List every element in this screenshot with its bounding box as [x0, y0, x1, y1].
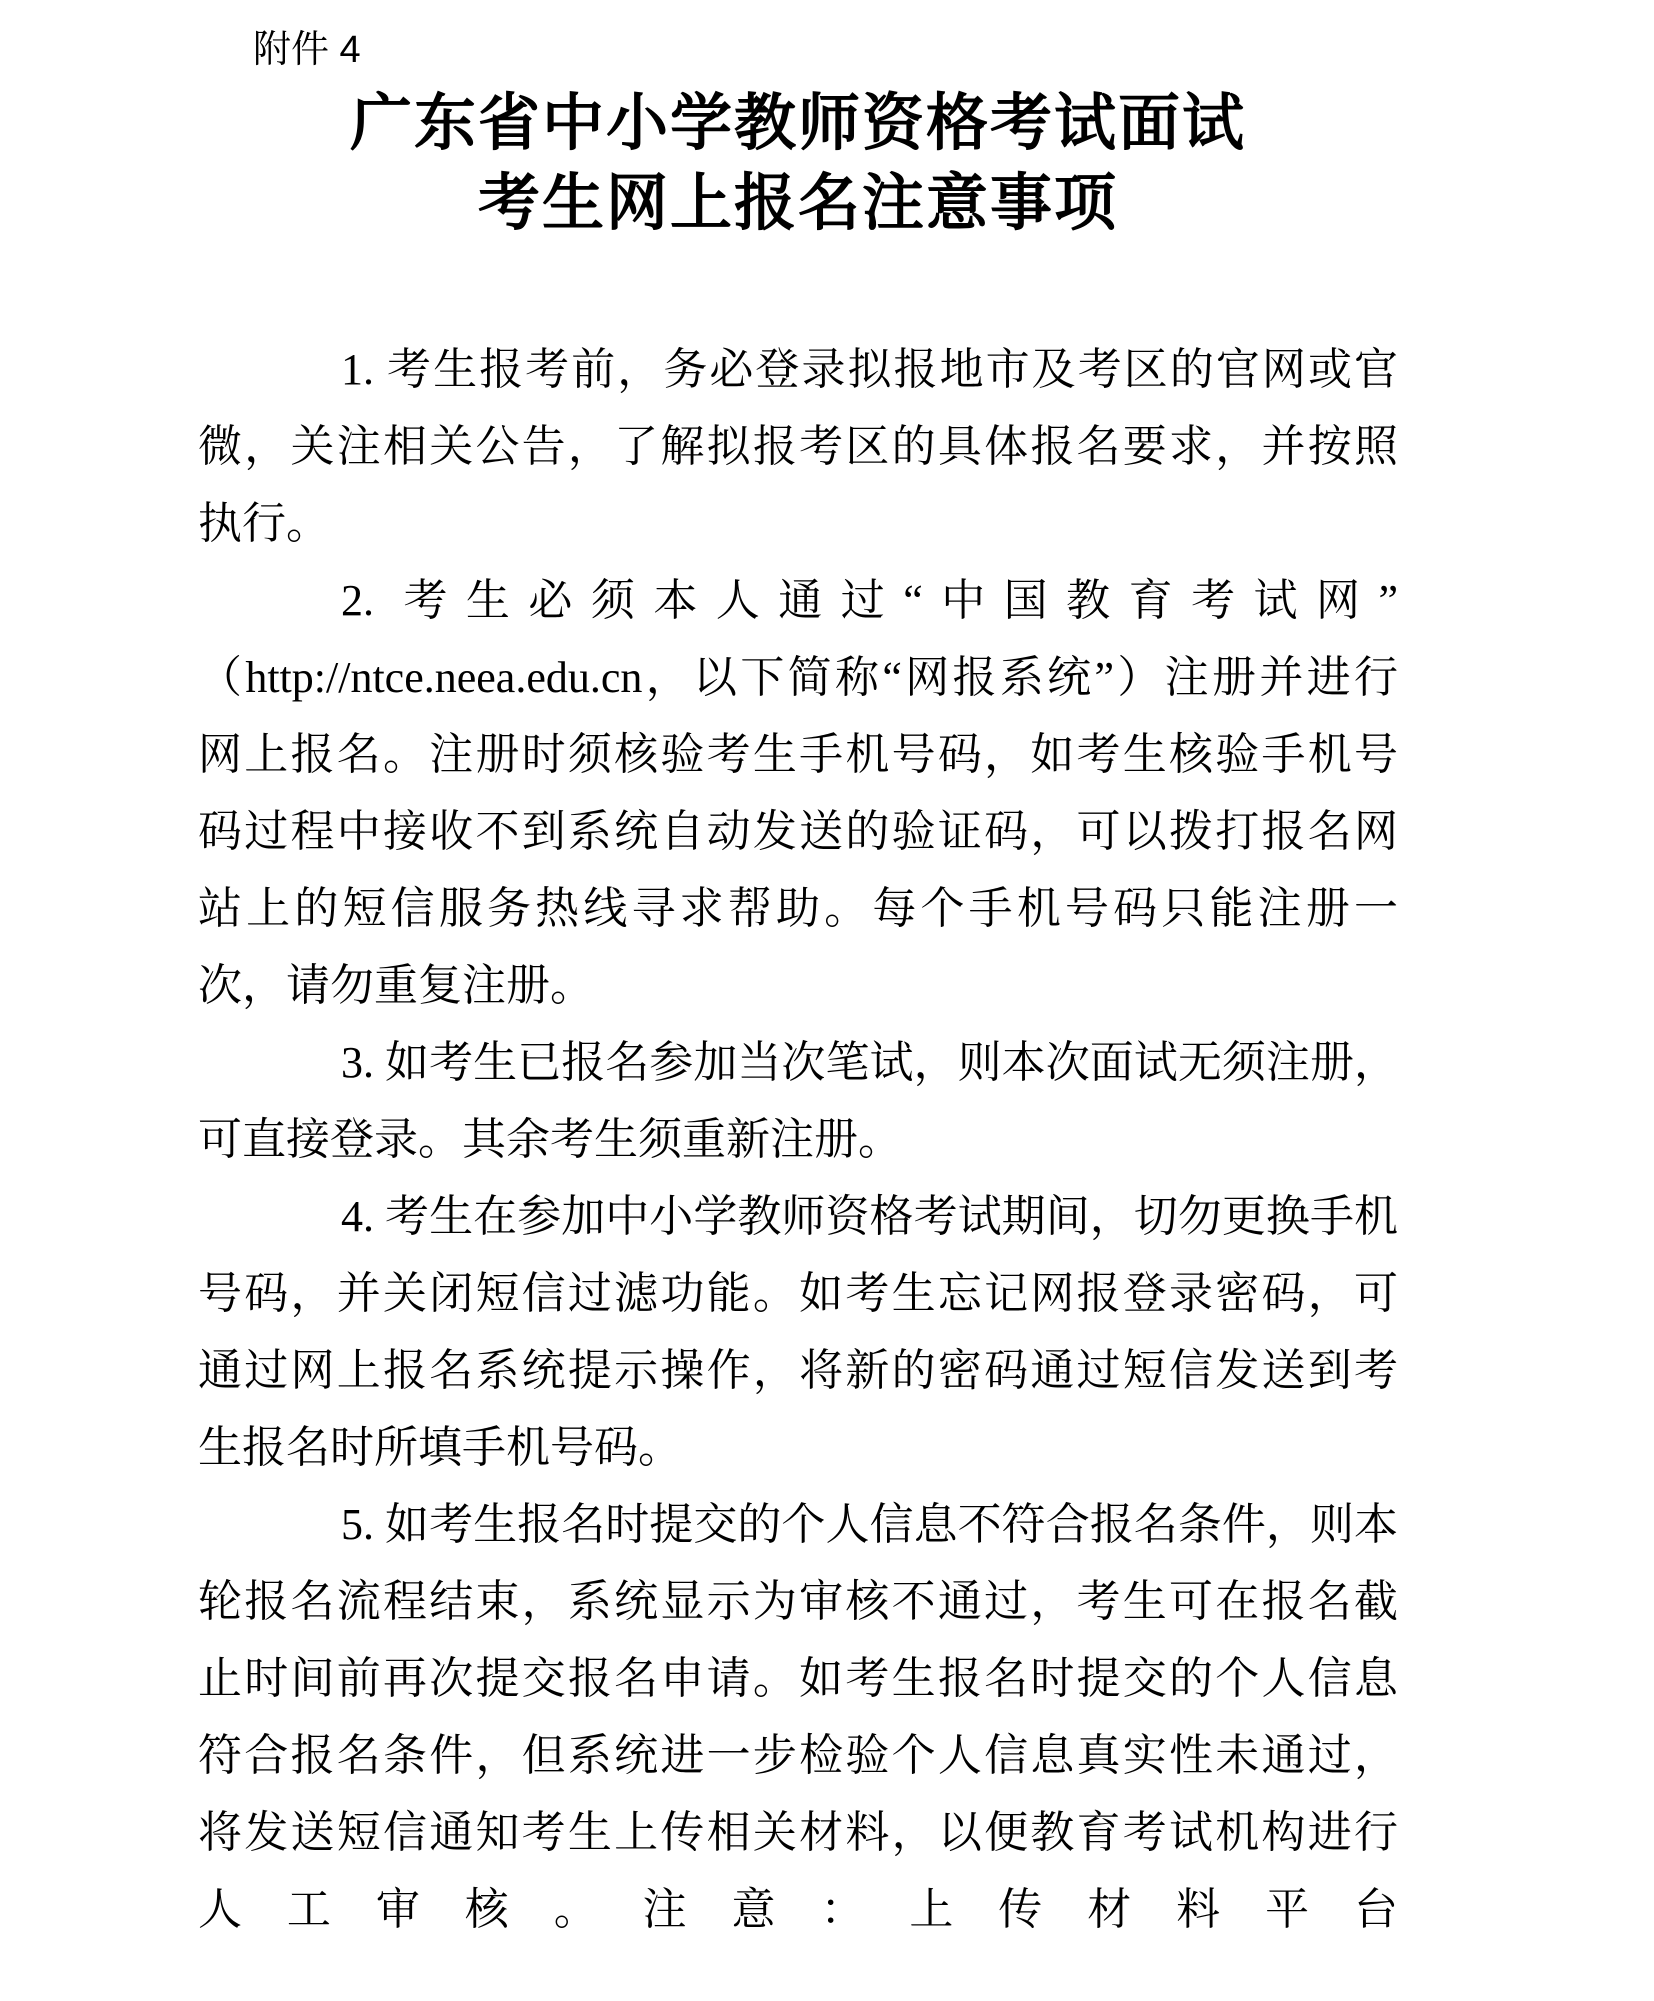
text-line: 码过程中接收不到系统自动发送的验证码，可以拨打报名网	[198, 807, 1398, 856]
text-line: 2. 考生必须本人通过“中国教育考试网”	[341, 576, 1398, 625]
attachment-label: 附件 4	[253, 29, 361, 71]
document-title-line-1: 广东省中小学教师资格考试面试	[349, 90, 1246, 158]
text-line: 人工审核。注意：上传材料平台	[198, 1885, 1398, 1934]
text-line: 执行。	[198, 499, 330, 548]
text-line: 将发送短信通知考生上传相关材料，以便教育考试机构进行	[198, 1808, 1398, 1857]
text-line: （http://ntce.neea.edu.cn，以下简称“网报系统”）注册并进行	[198, 653, 1398, 702]
text-line: 轮报名流程结束，系统显示为审核不通过，考生可在报名截	[198, 1577, 1398, 1626]
text-line: 3. 如考生已报名参加当次笔试，则本次面试无须注册，	[341, 1038, 1398, 1087]
text-line: 可直接登录。其余考生须重新注册。	[198, 1115, 902, 1164]
text-line: 网上报名。注册时须核验考生手机号码，如考生核验手机号	[198, 730, 1398, 779]
text-line: 微，关注相关公告，了解拟报考区的具体报名要求，并按照	[198, 422, 1398, 471]
text-line: 止时间前再次提交报名申请。如考生报名时提交的个人信息	[198, 1654, 1398, 1703]
text-line: 4. 考生在参加中小学教师资格考试期间，切勿更换手机	[341, 1192, 1398, 1241]
text-line: 次，请勿重复注册。	[198, 961, 594, 1010]
text-line: 5. 如考生报名时提交的个人信息不符合报名条件，则本	[341, 1500, 1398, 1549]
document-title	[198, 84, 1398, 244]
text-line: 符合报名条件，但系统进一步检验个人信息真实性未通过，	[198, 1731, 1398, 1780]
text-line: 号码，并关闭短信过滤功能。如考生忘记网报登录密码，可	[198, 1269, 1398, 1318]
text-line: 站上的短信服务热线寻求帮助。每个手机号码只能注册一	[198, 884, 1398, 933]
text-line: 1. 考生报考前，务必登录拟报地市及考区的官网或官	[341, 345, 1398, 394]
document-title-line-2: 考生网上报名注意事项	[477, 170, 1118, 238]
text-line: 生报名时所填手机号码。	[198, 1423, 682, 1472]
document-body	[198, 331, 1398, 1948]
text-line: 通过网上报名系统提示操作，将新的密码通过短信发送到考	[198, 1346, 1398, 1395]
